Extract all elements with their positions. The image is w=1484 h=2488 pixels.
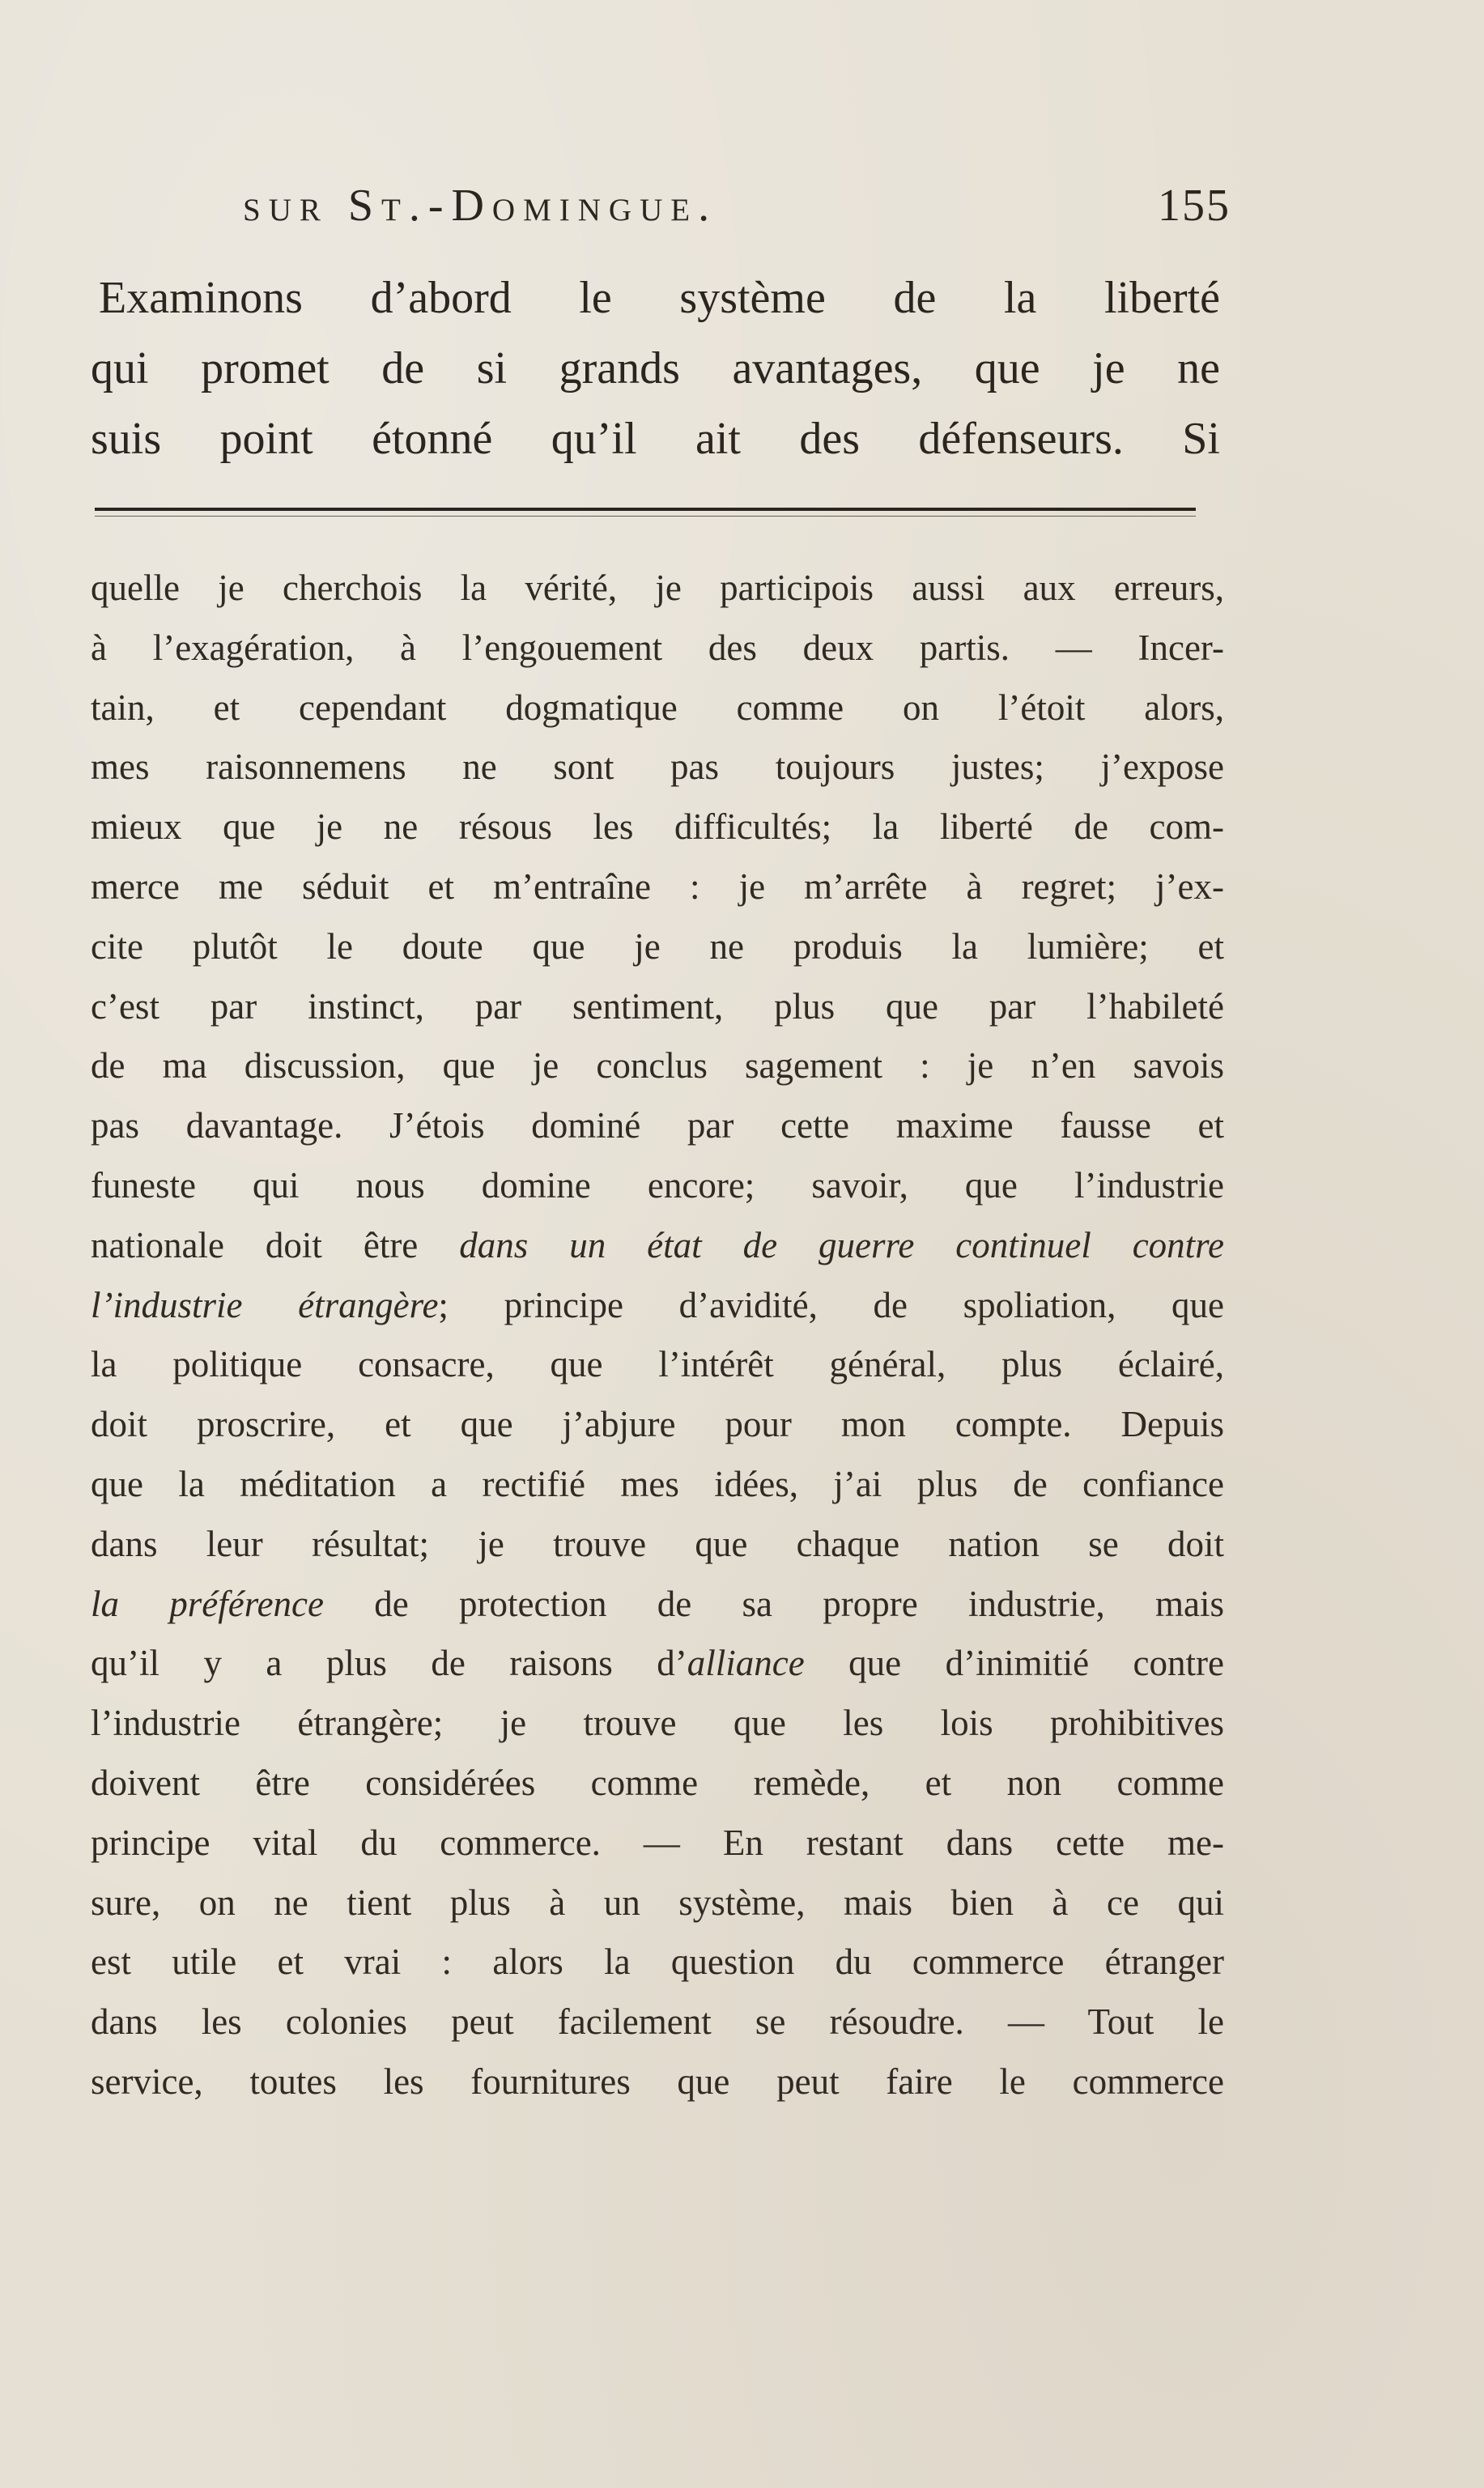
italic-phrase: dans un état de guerre continuel contre [459,1224,1224,1265]
footnote-line: c’est par instinct, par sentiment, plus que par l’habileté [91,985,1224,1027]
footnote-line: dans leur résultat; je trouve que chaque nation se doit [91,1523,1224,1564]
footnote-line: qu’il y a plus de raisons d’alliance que d’inimitié contre [91,1643,1224,1684]
footnote-line: de ma discussion, que je conclus sagement : je n’en savois [91,1045,1224,1087]
footnote-line: dans les colonies peut facilement se résoudre. — Tout le [91,2001,1224,2043]
running-head [243,180,1231,245]
footnote-line: l’industrie étrangère; principe d’avidité, de spoliation, que [91,1284,1224,1325]
italic-phrase: la préférence [91,1583,325,1624]
footnote-line: funeste qui nous domine encore; savoir, que l’industrie [91,1164,1224,1206]
footnote-line: sure, on ne tient plus à un système, mais bien à ce qui [91,1882,1224,1923]
footnote-line: l’industrie étrangère; je trouve que les lois prohibitives [91,1703,1224,1744]
footnote-line: à l’exagération, à l’engouement des deux partis. — Incer- [91,627,1224,668]
footnote-line: principe vital du commerce. — En restant dans cette me- [91,1822,1224,1863]
main-text-line: Examinons d’abord le système de la liberté [99,273,1220,323]
footnote-line: la préférence de protection de sa propre industrie, mais [91,1583,1224,1624]
footnote-line: mes raisonnemens ne sont pas toujours justes; j’expose [91,746,1224,788]
footnote-line: doit proscrire, et que j’abjure pour mon compte. Depuis [91,1404,1224,1445]
italic-phrase: l’industrie étrangère [91,1284,439,1325]
footnote-line: pas davantage. J’étois dominé par cette maxime fausse et [91,1105,1224,1146]
footnote-line: doivent être considérées comme remède, et non comme [91,1762,1224,1803]
footnote-line: mieux que je ne résous les difficultés; la liberté de com- [91,806,1224,848]
main-text-line: qui promet de si grands avantages, que je ne [91,343,1220,393]
main-text-line: suis point étonné qu’il ait des défenseurs. Si [91,414,1220,464]
running-head-title: sur St.-Domingue. [243,181,718,231]
footnote-line: cite plutôt le doute que je ne produis la lumière; et [91,925,1224,967]
footnote-line: que la méditation a rectifié mes idées, j’ai plus de confiance [91,1463,1224,1504]
main-text [91,263,1220,474]
footnote-line: merce me séduit et m’entraîne : je m’arrête à regret; j’ex- [91,865,1224,907]
page-number: 155 [1158,181,1231,231]
footnote-line: quelle je cherchois la vérité, je participois aussi aux erreurs, [91,568,1224,608]
footnote-line: la politique consacre, que l’intérêt général, plus éclairé, [91,1344,1224,1385]
footnote-line: nationale doit être dans un état de guerre continuel contre [91,1224,1224,1265]
footnote-separator-rule [95,508,1196,517]
footnote-line: tain, et cependant dogmatique comme on l’étoit alors, [91,687,1224,728]
footnote-line: service, toutes les fournitures que peut faire le commerce [91,2061,1224,2102]
italic-phrase: alliance [687,1643,805,1684]
footnote-line: est utile et vrai : alors la question du commerce étranger [91,1941,1224,1983]
footnote [91,559,1224,2112]
